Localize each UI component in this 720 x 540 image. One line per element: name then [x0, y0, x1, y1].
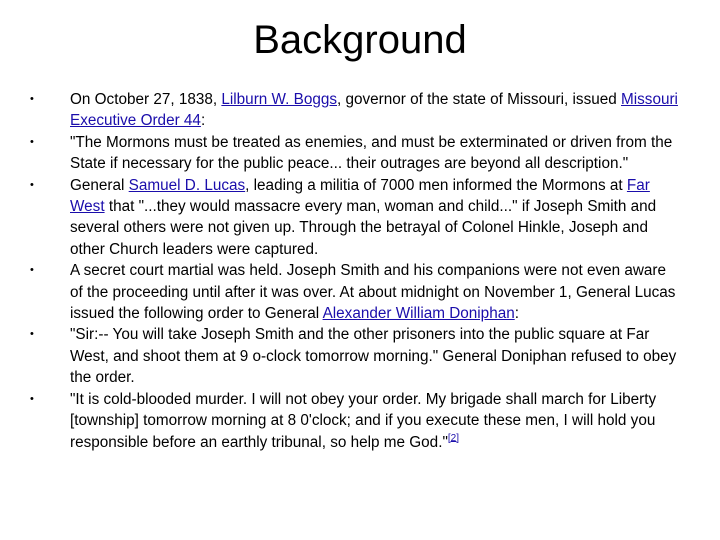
bullet-text: On October 27, 1838,	[70, 91, 222, 108]
bullet-item	[0, 260, 720, 324]
bullet-item	[0, 89, 720, 132]
bullet-item	[0, 132, 720, 175]
bullet-text: "Sir:-- You will take Joseph Smith and the other prisoners into the public square at Far West, and shoot them at 9 o-clock tomorrow morning." General Doniphan refused to obey the order.	[70, 326, 677, 387]
bullet-dot: •	[30, 178, 34, 191]
bullet-list	[0, 89, 720, 453]
bullet-text: :	[514, 305, 519, 323]
bullet-item	[0, 324, 720, 388]
link-lilburn-boggs[interactable]: Lilburn W. Boggs	[221, 91, 338, 108]
bullet-text: "The Mormons must be treated as enemies, and must be exterminated or driven from the State if necessary for the public peace... their outrages are beyond all description."	[70, 133, 673, 173]
bullet-dot: •	[30, 93, 34, 105]
slide-title: Background	[253, 18, 467, 62]
bullet-item	[0, 389, 720, 453]
bullet-text: A secret court martial was held. Joseph Smith and his companions were not even aware of the proceeding until after it was over. At about midnight on November 1, General Lucas issued the following order to General	[70, 262, 676, 323]
bullet-text: General	[70, 176, 129, 194]
link-samuel-lucas[interactable]: Samuel D. Lucas	[128, 176, 246, 194]
bullet-item	[0, 175, 720, 261]
link-far-west[interactable]: Far West	[70, 176, 650, 216]
bullet-dot: •	[30, 392, 34, 405]
bullet-text: "It is cold-blooded murder. I will not obey your order. My brigade shall march for Liberty [township] tomorrow morning at 8 0'clock; and if you execute these men, I will hold you responsible before an earthly tribunal, so help me God."	[70, 390, 657, 451]
bullet-dot: •	[30, 264, 34, 277]
link-executive-order-44[interactable]: Missouri Executive Order 44	[70, 91, 678, 130]
bullet-dot: •	[30, 135, 34, 148]
bullet-text: , leading a militia of 7000 men informed the Mormons at	[245, 176, 627, 194]
bullet-text: that "...they would massacre every man, woman and child..." if Joseph Smith and several others were not given up. Through the betrayal of Colonel Hinkle, Joseph and other Church leaders were captured.	[70, 198, 657, 258]
bullet-dot: •	[30, 328, 34, 341]
link-alexander-doniphan[interactable]: Alexander William Doniphan	[322, 305, 515, 323]
reference-link[interactable]: [2]	[447, 432, 459, 444]
bullet-text: , governor of the state of Missouri, issued	[337, 91, 621, 108]
bullet-text: :	[200, 112, 206, 130]
